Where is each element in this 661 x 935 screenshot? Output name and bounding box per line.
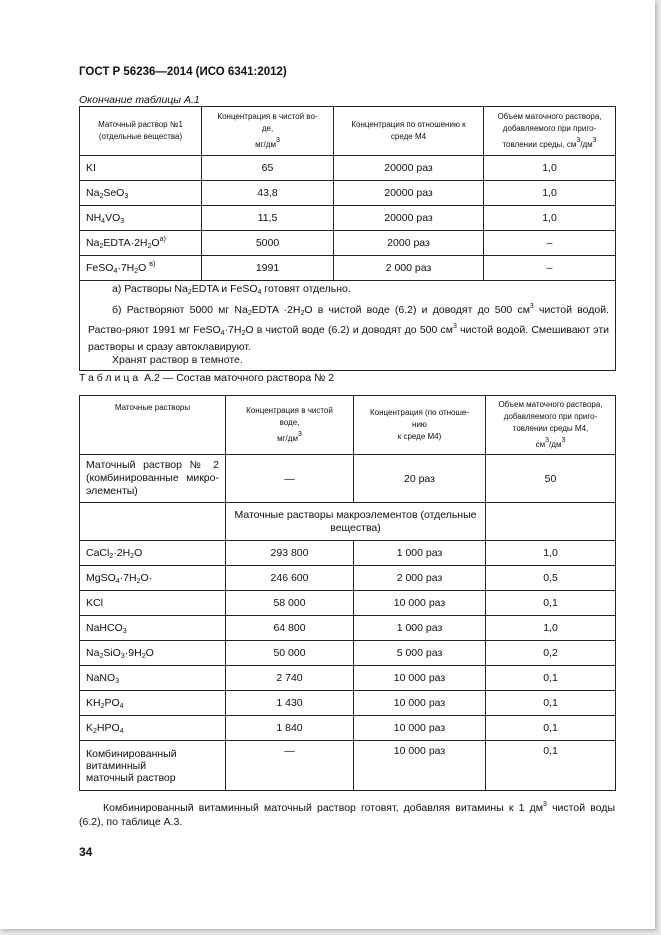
substance-cell: $FeSO_4\cdot 7H_2O$ $^{в)}$ [80,256,202,281]
table1-caption: Окончание таблицы А.1 [79,94,200,106]
substance-cell: $K_2HPO_4$ [80,716,226,741]
table-row [80,641,616,666]
conc-cell: 58 000 [226,591,354,616]
substance-cell: NaHCO$_3$ [80,616,226,641]
table-row [80,616,616,641]
table-row [80,666,616,691]
header-cell: Маточный раствор №1 (отдельные вещества) [80,107,202,156]
volume-cell: 1,0 [486,541,616,566]
empty-cell [486,503,616,541]
conc-cell: 1 430 [226,691,354,716]
ratio-cell: 20 раз [354,455,486,503]
volume-cell: 1,0 [484,206,616,231]
header-cell: Маточные растворы [80,396,226,455]
volume-cell: 0,1 [486,741,616,791]
ratio-cell: 20000 раз [334,156,484,181]
ratio-cell: 10 000 раз [354,691,486,716]
conc-cell: 43,8 [202,181,334,206]
substance-cell: Маточный раствор № 2 (комбинированные микро- элементы) [80,455,226,503]
substance-cell: $CaCl_2\cdot 2H_2O$ [80,541,226,566]
header-cell: Концентрация по отношению к среде М4 [334,107,484,156]
group-row [80,503,616,541]
table-a2 [79,395,616,791]
table-a1-end [79,106,616,371]
volume-cell: 0,1 [486,716,616,741]
conc-cell: 1991 [202,256,334,281]
substance-cell: $Na_2SiO_3\cdot 9H_2O$ [80,641,226,666]
conc-cell: — [226,741,354,791]
conc-cell: 1 840 [226,716,354,741]
table-row [80,741,616,791]
header-cell: Концентрация в чистой воде, $мг/дм^3$ [226,396,354,455]
ratio-cell: 10 000 раз [354,591,486,616]
conc-cell: 246 600 [226,566,354,591]
volume-cell: 0,2 [486,641,616,666]
substance-cell: KCl [80,591,226,616]
substance-cell: $Na_2EDTA\cdot 2H_2O^{а)}$ [80,231,202,256]
table-row [80,256,616,281]
ratio-cell: 2 000 раз [334,256,484,281]
ratio-cell: 2000 раз [334,231,484,256]
table-header-row [80,107,616,156]
ratio-cell: 1 000 раз [354,616,486,641]
footnote-paragraph: Комбинированный витаминный маточный раствор готовят, добавляя витамины к 1 $дм^3$ чистой воды (6.2), по таблице А.3. [79,801,615,828]
volume-cell: – [484,256,616,281]
conc-cell: 50 000 [226,641,354,666]
table-header-row [80,396,616,455]
conc-cell: 64 800 [226,616,354,641]
header-cell: Концентрация (по отноше- нию к среде М4) [354,396,486,455]
document-header: ГОСТ Р 56236—2014 (ИСО 6341:2012) [79,66,287,78]
volume-cell: 1,0 [486,616,616,641]
ratio-cell: 10 000 раз [354,716,486,741]
table-row [80,591,616,616]
header-cell: Объем маточного раствора, добавляемого при приго- товлении среды М4, $см^3/дм^3$ [486,396,616,455]
substance-cell: $KH_2PO_4$ [80,691,226,716]
substance-cell: $NH_4VO_3$ [80,206,202,231]
conc-cell: 65 [202,156,334,181]
table-row [80,181,616,206]
substance-cell: $Na_2SeO_3$ [80,181,202,206]
page-number: 34 [79,845,93,859]
conc-cell: 2 740 [226,666,354,691]
table-row [80,206,616,231]
substance-cell: Комбинированный витаминный маточный раствор [80,741,226,791]
ratio-cell: 20000 раз [334,206,484,231]
ratio-cell: 1 000 раз [354,541,486,566]
empty-cell [80,503,226,541]
table-row [80,566,616,591]
header-cell: Объем маточного раствора, добавляемого при приго- товлении среды, $см^3/дм^3$ [484,107,616,156]
table2-caption: Таблица А.2 — Состав маточного раствора № 2 [79,372,335,384]
ratio-cell: 5 000 раз [354,641,486,666]
ratio-cell: 10 000 раз [354,666,486,691]
conc-cell: 5000 [202,231,334,256]
ratio-cell: 2 000 раз [354,566,486,591]
table-row [80,455,616,503]
table-row [80,231,616,256]
ratio-cell: 20000 раз [334,181,484,206]
volume-cell: 0,1 [486,591,616,616]
ratio-cell: 10 000 раз [354,741,486,791]
group-label: Маточные растворы макроэлементов (отдельные вещества) [226,503,486,541]
volume-cell: – [484,231,616,256]
table-row [80,156,616,181]
volume-cell: 0,5 [486,566,616,591]
volume-cell: 0,1 [486,666,616,691]
substance-cell: NaNO$_3$ [80,666,226,691]
table-row [80,716,616,741]
table-notes: а) Растворы $Na_2EDTA$ и FeSO$_4$ готовят отдельно. б) Растворяют 5000 мг $Na_2EDTA \cdot 2H_2O$ в чистой воде (6.2) и доводят до 500 $см^3$ чистой водой. Раство-ряют 1991 мг $FeSO_4\cdot 7H_2O$ в чистой воде (6.2) и доводят до 500 $см^3$ чистой водой. Смешивают эти растворы и сразу автоклавируют. Хранят раствор в темноте. [80,281,616,371]
conc-cell: 293 800 [226,541,354,566]
table-row [80,541,616,566]
substance-cell: KI [80,156,202,181]
conc-cell: — [226,455,354,503]
volume-cell: 1,0 [484,156,616,181]
conc-cell: 11,5 [202,206,334,231]
header-cell: Концентрация в чистой во- де, $мг/дм^3$ [202,107,334,156]
volume-cell: 1,0 [484,181,616,206]
table-notes-row [80,281,616,371]
volume-cell: 0,1 [486,691,616,716]
substance-cell: $MgSO_4\cdot 7H_2O\cdot$ [80,566,226,591]
volume-cell: 50 [486,455,616,503]
table-row [80,691,616,716]
